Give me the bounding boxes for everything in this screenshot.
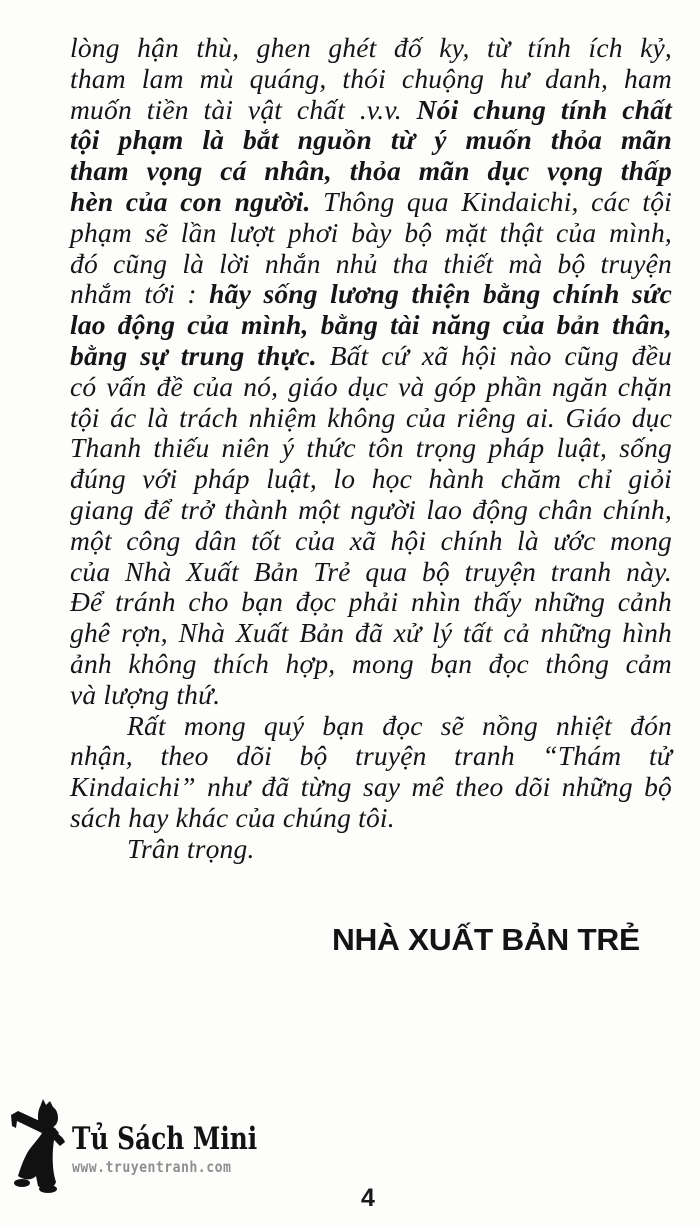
text-segment: đó cũng là lời nhắn nhủ tha thiết mà bộ truyện	[70, 247, 672, 279]
text-segment: có vấn đề của nó, giáo dục và góp phần ngăn chặn	[70, 370, 672, 402]
text-segment: sách hay khác của chúng tôi.	[70, 801, 395, 833]
text-segment: muốn tiền tài vật chất .v.v.	[70, 93, 417, 125]
page-number: 4	[361, 1184, 375, 1212]
bold-text-segment: bằng sự trung thực.	[70, 339, 330, 371]
text-line	[70, 249, 672, 280]
text-segment: ghê rợn, Nhà Xuất Bản đã xử lý tất cả những hình	[70, 617, 672, 649]
text-segment: Bất cứ xã hội nào cũng đều	[329, 339, 672, 371]
text-segment: và lượng thứ.	[70, 678, 221, 710]
publisher-signature: NHÀ XUẤT BẢN TRẺ	[332, 922, 640, 957]
text-line	[70, 95, 672, 126]
text-line	[70, 64, 672, 95]
text-segment: tội ác là trách nhiệm không của riêng ai. Giáo dục	[70, 401, 672, 433]
text-segment: nhận, theo dõi bộ truyện tranh “Thám tử	[70, 740, 672, 772]
text-line	[70, 341, 672, 372]
text-segment: lòng hận thù, ghen ghét đố ky, từ tính ích kỷ,	[70, 32, 672, 63]
text-line	[70, 403, 672, 434]
logo-title: Tủ Sách Mini	[72, 1121, 258, 1157]
text-line	[70, 587, 672, 618]
text-segment: đúng với pháp luật, lo học hành chăm chỉ giỏi	[70, 463, 672, 495]
tusachmini-logo	[10, 1098, 304, 1193]
publisher-note-text	[70, 33, 672, 865]
logo-url: www.truyentranh.com	[72, 1158, 232, 1176]
text-line	[70, 279, 672, 310]
text-segment: Thanh thiếu niên ý thức tôn trọng pháp luật, sống	[70, 432, 672, 464]
bold-text-segment: hèn của con người.	[70, 185, 324, 217]
text-segment: tham lam mù quáng, thói chuộng hư danh, ham	[70, 62, 672, 94]
text-line	[70, 33, 672, 64]
text-segment: phạm sẽ lần lượt phơi bày bộ mặt thật của mình,	[70, 216, 672, 248]
text-line	[70, 649, 672, 680]
text-line	[70, 772, 672, 803]
text-segment: một công dân tốt của xã hội chính là ước mong	[70, 524, 672, 556]
text-line	[70, 187, 672, 218]
text-line	[70, 526, 672, 557]
text-segment: ảnh không thích hợp, mong bạn đọc thông cảm	[70, 647, 672, 679]
text-line	[70, 156, 672, 187]
bold-text-segment: tội phạm là bắt nguồn từ ý muốn thỏa mãn	[70, 124, 672, 156]
text-segment: Rất mong quý bạn đọc sẽ nồng nhiệt đón	[127, 709, 672, 741]
text-line	[70, 741, 672, 772]
text-segment: giang để trở thành một người lao động chân chính,	[70, 493, 672, 525]
text-segment: Để tránh cho bạn đọc phải nhìn thấy những cảnh	[70, 586, 672, 618]
text-line	[70, 125, 672, 156]
text-line	[70, 803, 672, 834]
bold-text-segment: hãy sống lương thiện bằng chính sức	[209, 278, 672, 310]
text-line	[70, 464, 672, 495]
text-line	[70, 310, 672, 341]
text-segment: Thông qua Kindaichi, các tội	[323, 185, 673, 217]
text-line	[70, 618, 672, 649]
text-line	[70, 433, 672, 464]
text-line	[70, 680, 672, 711]
text-segment: Trân trọng.	[127, 832, 255, 864]
bold-text-segment: tham vọng cá nhân, thỏa mãn dục vọng thấp	[70, 155, 672, 187]
text-segment: của Nhà Xuất Bản Trẻ qua bộ truyện tranh này.	[70, 555, 672, 587]
text-line	[70, 557, 672, 588]
text-line	[70, 495, 672, 526]
mascot-silhouette-icon	[10, 1098, 70, 1193]
logo-text	[72, 1098, 304, 1176]
text-line	[70, 711, 672, 742]
bold-text-segment: Nói chung tính chất	[416, 93, 672, 125]
text-line	[70, 372, 672, 403]
text-segment: Kindaichi” như đã từng say mê theo dõi những bộ	[70, 771, 672, 803]
text-segment: nhắm tới :	[70, 278, 210, 310]
bold-text-segment: lao động của mình, bằng tài năng của bản thân,	[70, 309, 672, 341]
text-line	[70, 218, 672, 249]
text-line	[70, 834, 672, 865]
